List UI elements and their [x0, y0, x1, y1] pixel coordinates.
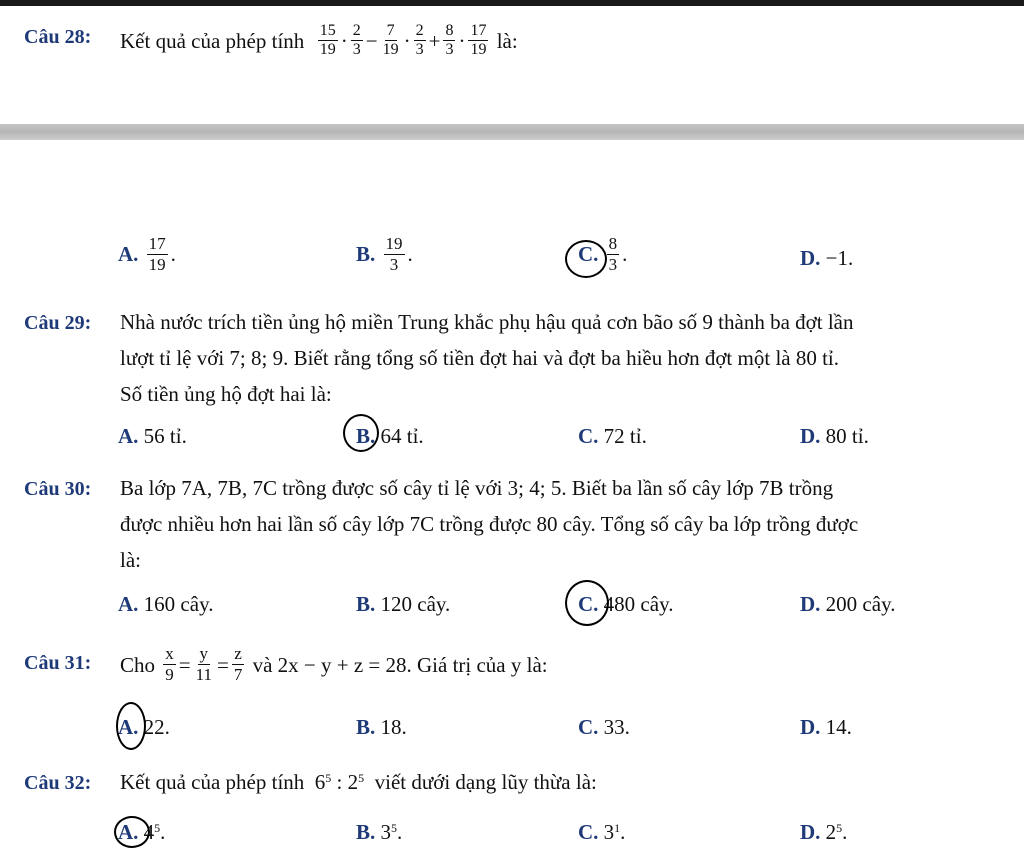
option-text: 33.	[603, 715, 630, 739]
q32-option-c[interactable]	[578, 820, 625, 845]
q28-op: ·	[458, 28, 466, 53]
option-letter: D.	[800, 246, 821, 270]
option-text: 56 tỉ.	[143, 424, 187, 448]
q29-line-3: Số tiền ủng hộ đợt hai là:	[120, 382, 332, 406]
option-tail: .	[407, 242, 413, 266]
option-text: 18.	[380, 715, 407, 739]
q29-option-a[interactable]	[118, 424, 187, 449]
option-text: −1.	[825, 246, 854, 270]
q29-line-1: Nhà nước trích tiền ủng hộ miền Trung khắc phụ hậu quả cơn bão số 9 thành ba đợt lần	[120, 310, 854, 334]
q28-prefix: Kết quả của phép tính	[120, 28, 305, 53]
q28-option-d[interactable]	[800, 246, 853, 271]
answer-circle-mark	[565, 240, 607, 278]
option-letter: D.	[800, 424, 821, 448]
q32-prefix: Kết quả của phép tính	[120, 770, 305, 794]
option-exponent: 5	[391, 821, 398, 835]
q32-option-b[interactable]	[356, 820, 402, 845]
option-text: 14.	[825, 715, 852, 739]
q28-op: +	[428, 28, 441, 53]
q31-stem	[120, 644, 548, 685]
q32-label: Câu 32:	[24, 772, 92, 794]
q32-base: 6	[314, 770, 326, 794]
option-letter: A.	[118, 592, 139, 616]
q30-option-a[interactable]	[118, 592, 213, 617]
q31-equals: =	[216, 652, 229, 677]
option-base: 4	[143, 820, 155, 844]
option-letter: A.	[118, 715, 139, 739]
option-letter: D.	[800, 715, 821, 739]
q31-option-b[interactable]	[356, 715, 407, 740]
option-tail: .	[622, 242, 628, 266]
q31-prefix: Cho	[120, 652, 156, 677]
option-text: 64 tỉ.	[380, 424, 424, 448]
q31-option-d[interactable]	[800, 715, 852, 740]
q28-op: −	[365, 28, 378, 53]
q31-frac-z: $\frac{z}{7}$	[233, 644, 243, 684]
q29-option-c[interactable]	[578, 424, 647, 449]
answer-circle-mark	[116, 702, 146, 750]
option-letter: B.	[356, 242, 376, 266]
q31-equals: =	[178, 652, 191, 677]
q31-equation: 2x − y + z = 28. Giá trị của y là:	[277, 652, 548, 677]
option-letter: B.	[356, 820, 376, 844]
q28-op: ·	[403, 28, 411, 53]
option-base: 3	[380, 820, 392, 844]
q30-line-3: là:	[120, 548, 141, 572]
option-base: 3	[603, 820, 615, 844]
option-exponent: 5	[836, 821, 843, 835]
q30-option-d[interactable]	[800, 592, 895, 617]
q28-frac-4: $\frac{2}{3}$	[415, 22, 424, 58]
option-tail: .	[620, 820, 626, 844]
top-edge-bar	[0, 0, 1024, 6]
q31-option-c[interactable]	[578, 715, 630, 740]
q32-option-d[interactable]	[800, 820, 847, 845]
option-text: 22.	[143, 715, 170, 739]
option-letter: A.	[118, 424, 139, 448]
q28-frac-3: $\frac{7}{19}$	[382, 22, 399, 58]
q32-suffix: viết dưới dạng lũy thừa là:	[374, 770, 597, 794]
q28-label: Câu 28:	[24, 26, 92, 48]
q28-suffix: là:	[496, 28, 518, 53]
option-text: 200 cây.	[825, 592, 896, 616]
q29-line-2: lượt tỉ lệ với 7; 8; 9. Biết rằng tổng số tiền đợt hai và đợt ba hiều hơn đợt một là 80 tỉ.	[120, 346, 840, 370]
q28-frac-6: $\frac{17}{19}$	[470, 22, 487, 58]
option-fraction: $\frac{19}{3}$	[385, 234, 403, 274]
q30-label: Câu 30:	[24, 478, 92, 500]
q28-option-a[interactable]	[118, 234, 176, 275]
option-tail: .	[842, 820, 848, 844]
q32-exponent: 5	[358, 771, 365, 785]
option-letter: A.	[118, 820, 139, 844]
option-exponent: 1	[614, 821, 621, 835]
option-text: 80 tỉ.	[825, 424, 869, 448]
option-letter: C.	[578, 715, 599, 739]
q31-frac-y: $\frac{y}{11}$	[195, 644, 212, 684]
q29-label: Câu 29:	[24, 312, 92, 334]
q32-base: 2	[347, 770, 359, 794]
page-divider-bar	[0, 124, 1024, 140]
q29-option-d[interactable]	[800, 424, 869, 449]
q32-stem	[120, 765, 597, 799]
option-letter: C.	[578, 242, 599, 266]
answer-circle-mark	[114, 816, 150, 848]
q31-frac-x: $\frac{x}{9}$	[165, 644, 174, 684]
option-letter: C.	[578, 592, 599, 616]
option-text: 72 tỉ.	[603, 424, 647, 448]
option-letter: D.	[800, 592, 821, 616]
q32-exponent: 5	[325, 771, 332, 785]
option-fraction: $\frac{17}{19}$	[148, 234, 166, 274]
q30-line-2: được nhiều hơn hai lần số cây lớp 7C trồng được 80 cây. Tổng số cây ba lớp trồng được	[120, 512, 859, 536]
option-letter: B.	[356, 424, 376, 448]
option-text: 160 cây.	[143, 592, 214, 616]
q28-option-b[interactable]	[356, 234, 413, 275]
q28-stem	[120, 22, 518, 59]
option-tail: .	[397, 820, 403, 844]
answer-circle-mark	[343, 414, 379, 452]
option-fraction: $\frac{8}{3}$	[608, 234, 618, 274]
option-letter: A.	[118, 242, 139, 266]
q30-option-b[interactable]	[356, 592, 450, 617]
option-exponent: 5	[154, 821, 161, 835]
q28-frac-5: $\frac{8}{3}$	[445, 22, 454, 58]
option-text: 480 cây.	[603, 592, 674, 616]
q31-label: Câu 31:	[24, 652, 92, 674]
option-letter: D.	[800, 820, 821, 844]
option-letter: C.	[578, 424, 599, 448]
option-letter: B.	[356, 715, 376, 739]
q28-frac-2: $\frac{2}{3}$	[352, 22, 361, 58]
q28-frac-1: $\frac{15}{19}$	[319, 22, 336, 58]
option-letter: B.	[356, 592, 376, 616]
q32-colon: :	[336, 770, 343, 794]
option-text: 120 cây.	[380, 592, 451, 616]
option-letter: C.	[578, 820, 599, 844]
option-base: 2	[825, 820, 837, 844]
q30-line-1: Ba lớp 7A, 7B, 7C trồng được số cây tỉ lệ với 3; 4; 5. Biết ba lần số cây lớp 7B trồng	[120, 476, 834, 500]
q31-connector: và	[252, 652, 273, 677]
answer-circle-mark	[565, 580, 609, 626]
q28-op: ·	[340, 28, 348, 53]
option-tail: .	[170, 242, 176, 266]
option-tail: .	[160, 820, 166, 844]
